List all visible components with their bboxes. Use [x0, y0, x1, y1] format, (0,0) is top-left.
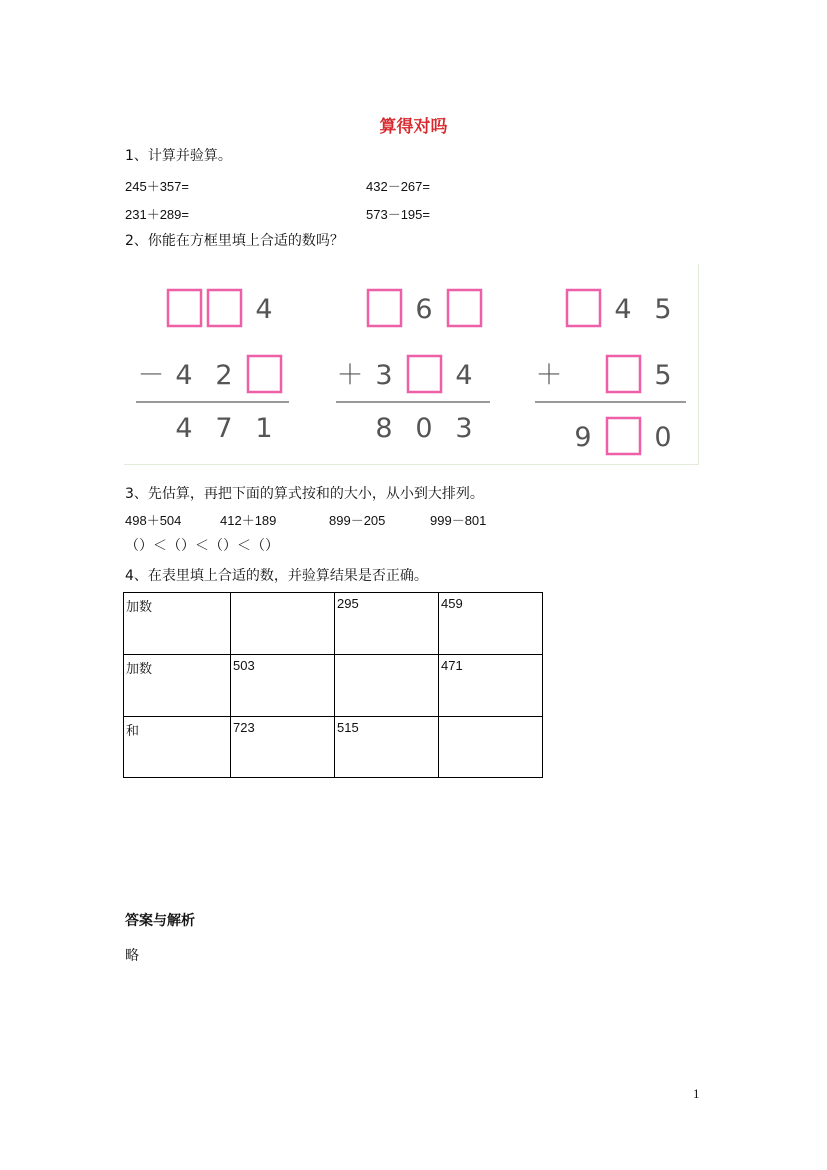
- page-title: 算得对吗: [379, 117, 448, 137]
- operator-sign: ＋: [336, 360, 364, 391]
- digit: 8: [375, 413, 393, 444]
- digit: 7: [215, 413, 233, 444]
- table-cell: 503: [231, 655, 335, 717]
- q4-heading: 4、在表里填上合适的数，并验算结果是否正确。: [125, 568, 428, 584]
- digit: 3: [375, 360, 393, 391]
- blank-box[interactable]: [607, 356, 640, 392]
- digit: 5: [654, 294, 672, 325]
- blank-box[interactable]: [248, 356, 281, 392]
- q3-expr: 412＋189: [220, 513, 277, 528]
- table-cell[interactable]: [231, 593, 335, 655]
- table-cell: 295: [335, 593, 439, 655]
- vertical-arithmetic-figure: [124, 264, 699, 465]
- table-cell: 515: [335, 717, 439, 778]
- q1-heading: 1、计算并验算。: [125, 148, 232, 164]
- addition-table: [123, 592, 543, 778]
- operator-sign: －: [137, 360, 165, 391]
- q1-item: 245＋357=: [125, 179, 189, 194]
- table-cell[interactable]: [335, 655, 439, 717]
- q1-item: 432－267=: [366, 179, 430, 194]
- digit: 6: [415, 294, 433, 325]
- q3-heading: 3、先估算，再把下面的算式按和的大小，从小到大排列。: [125, 486, 484, 502]
- blank-box[interactable]: [408, 356, 441, 392]
- blank-box[interactable]: [567, 290, 600, 326]
- digit: 2: [215, 360, 233, 391]
- digit: 3: [455, 413, 473, 444]
- answer-heading: 答案与解析: [125, 913, 195, 929]
- digit: 4: [455, 360, 473, 391]
- table-cell[interactable]: [439, 717, 543, 778]
- digit: 4: [175, 413, 193, 444]
- digit: 4: [175, 360, 193, 391]
- digit: 4: [255, 294, 273, 325]
- table-cell: 加数: [124, 593, 231, 655]
- blank-box[interactable]: [607, 418, 640, 454]
- digit: 0: [415, 413, 433, 444]
- q1-item: 573－195=: [366, 207, 430, 222]
- table-cell: 和: [124, 717, 231, 778]
- table-cell: 723: [231, 717, 335, 778]
- table-row: [124, 593, 543, 655]
- q1-item: 231＋289=: [125, 207, 189, 222]
- blank-box[interactable]: [368, 290, 401, 326]
- table-row: [124, 655, 543, 717]
- blank-box[interactable]: [208, 290, 241, 326]
- answer-body: 略: [125, 948, 139, 964]
- q3-order-blanks: （）＜（）＜（）＜（）: [125, 538, 279, 554]
- table-cell: 加数: [124, 655, 231, 717]
- q3-expr: 999－801: [430, 513, 487, 528]
- blank-box[interactable]: [168, 290, 201, 326]
- digit: 0: [654, 422, 672, 453]
- page-number: 1: [693, 1086, 700, 1101]
- digit: 9: [574, 422, 592, 453]
- digit: 5: [654, 360, 672, 391]
- operator-sign: ＋: [535, 360, 563, 391]
- digit: 1: [255, 413, 273, 444]
- table-cell: 471: [439, 655, 543, 717]
- table-row: [124, 717, 543, 778]
- table-cell: 459: [439, 593, 543, 655]
- q3-expr: 899－205: [329, 513, 386, 528]
- q3-expr: 498＋504: [125, 513, 182, 528]
- vertical-arithmetic-svg: [124, 264, 698, 464]
- blank-box[interactable]: [448, 290, 481, 326]
- q2-heading: 2、你能在方框里填上合适的数吗？: [125, 233, 344, 249]
- digit: 4: [614, 294, 632, 325]
